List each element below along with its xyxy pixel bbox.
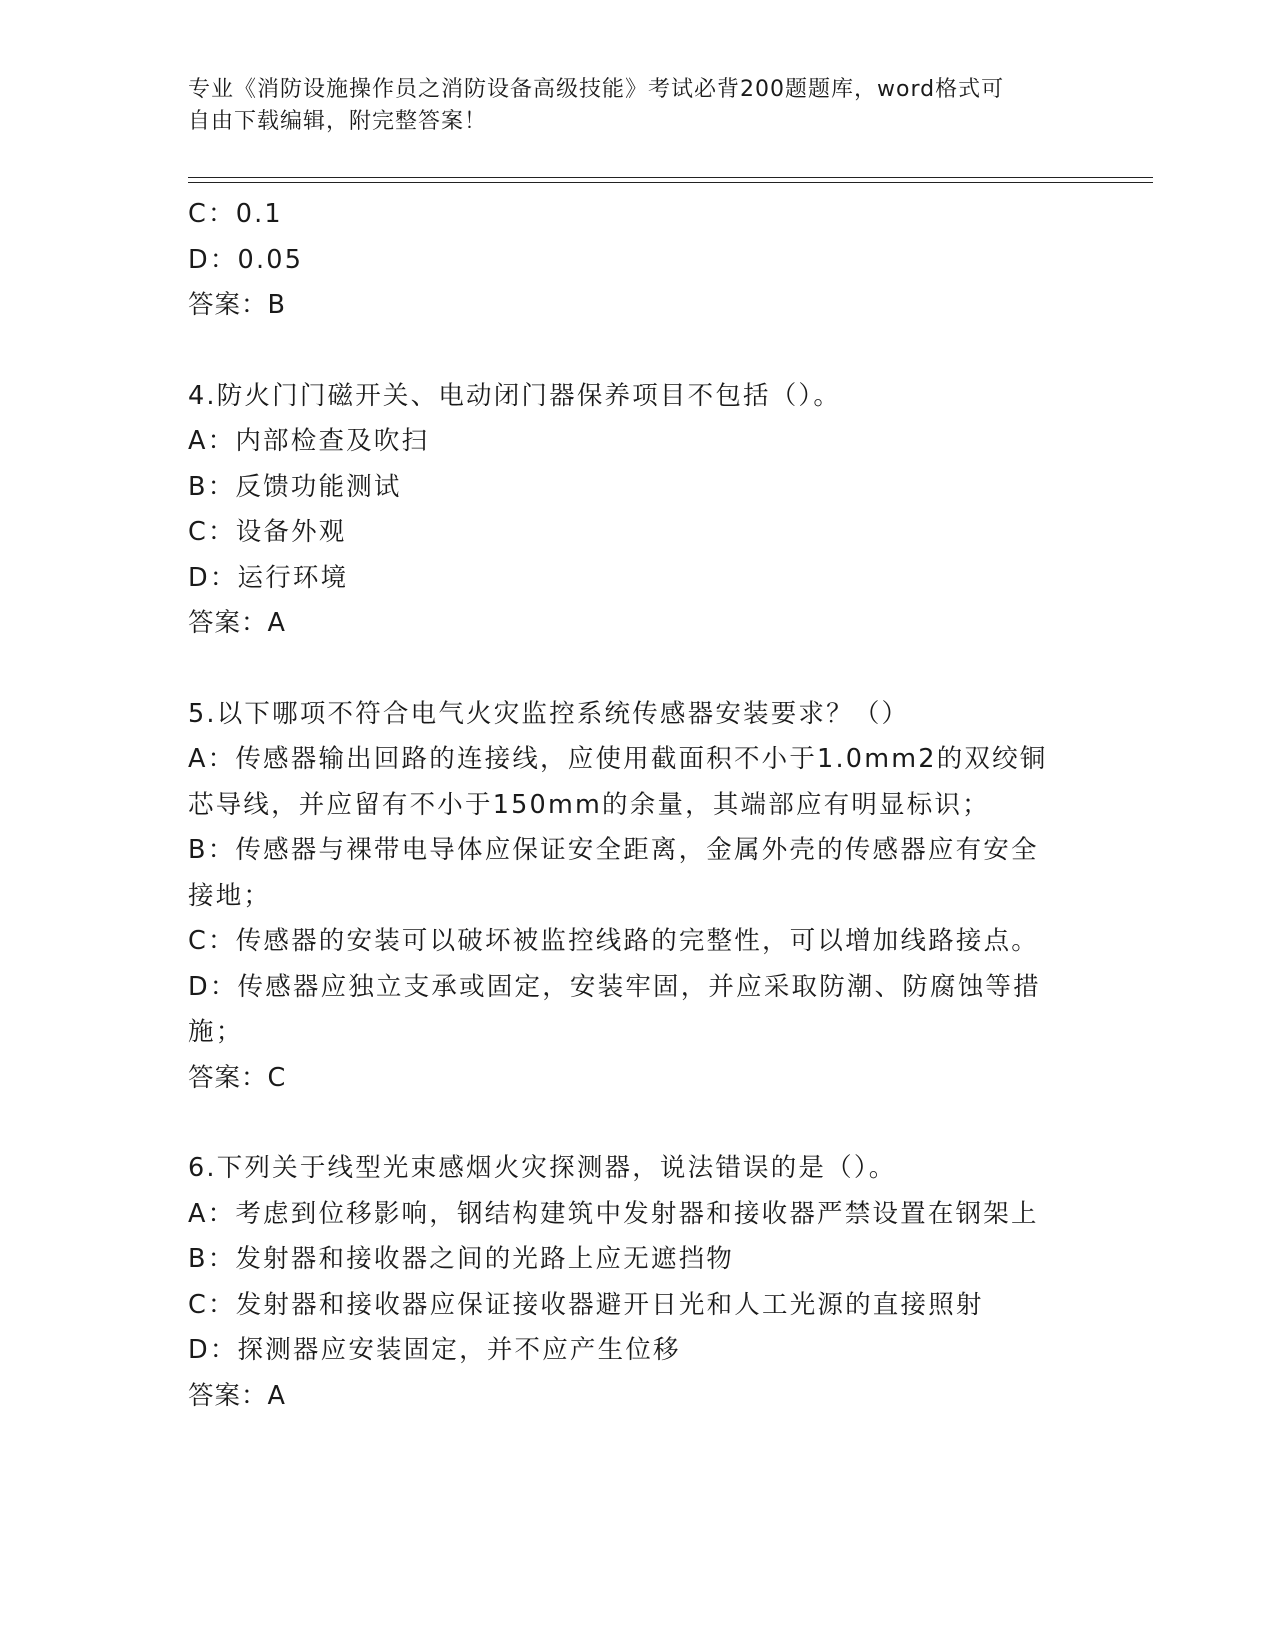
question-stem: 4.防火门门磁开关、电动闭门器保养项目不包括（）。 [188, 380, 842, 411]
option-d-line-2: 施； [188, 1017, 244, 1047]
option-d: D：探测器应安装固定，并不应产生位移 [188, 1335, 681, 1365]
option-c: C：设备外观 [188, 517, 347, 547]
question-stem: 5.以下哪项不符合电气火灾监控系统传感器安装要求？（） [188, 698, 910, 729]
option-d-line-1: D：传感器应独立支承或固定，安装牢固，并应采取防潮、防腐蚀等措 [188, 971, 1041, 1002]
answer: 答案：C [188, 1062, 287, 1093]
option-d: D：0.05 [188, 244, 304, 275]
option-d: D：运行环境 [188, 562, 349, 593]
answer: 答案：A [188, 1380, 286, 1411]
document-header [188, 74, 1068, 138]
header-divider-top [188, 177, 1153, 178]
header-divider-bottom [188, 182, 1153, 183]
option-a: A：内部检查及吹扫 [188, 426, 430, 456]
option-a-line-1: A：传感器输出回路的连接线，应使用截面积不小于1.0mm2的双绞铜 [188, 744, 1048, 774]
option-b: B：反馈功能测试 [188, 471, 402, 502]
header-line-1: 专业《消防设施操作员之消防设备高级技能》考试必背200题题库，word格式可 [188, 77, 1005, 102]
option-b-line-1: B：传感器与裸带电导体应保证安全距离，金属外壳的传感器应有安全 [188, 835, 1039, 865]
option-a-line-2: 芯导线，并应留有不小于150mm的余量，其端部应有明显标识； [188, 789, 990, 820]
option-c: C：发射器和接收器应保证接收器避开日光和人工光源的直接照射 [188, 1289, 984, 1320]
question-5 [188, 692, 1068, 1102]
question-list [188, 192, 1068, 1419]
question-4 [188, 374, 1068, 647]
answer: 答案：A [188, 608, 286, 638]
option-b: B：发射器和接收器之间的光路上应无遮挡物 [188, 1244, 734, 1274]
question-stem: 6.下列关于线型光束感烟火灾探测器，说法错误的是（）。 [188, 1153, 897, 1183]
answer: 答案：B [188, 290, 286, 320]
option-c: C：0.1 [188, 199, 283, 229]
question-3-tail [188, 192, 1068, 329]
option-c: C：传感器的安装可以破坏被监控线路的完整性，可以增加线路接点。 [188, 926, 1040, 956]
question-6 [188, 1146, 1068, 1419]
option-a: A：考虑到位移影响，钢结构建筑中发射器和接收器严禁设置在钢架上 [188, 1198, 1039, 1229]
option-b-line-2: 接地； [188, 880, 272, 911]
header-line-2: 自由下载编辑，附完整答案！ [188, 109, 488, 134]
